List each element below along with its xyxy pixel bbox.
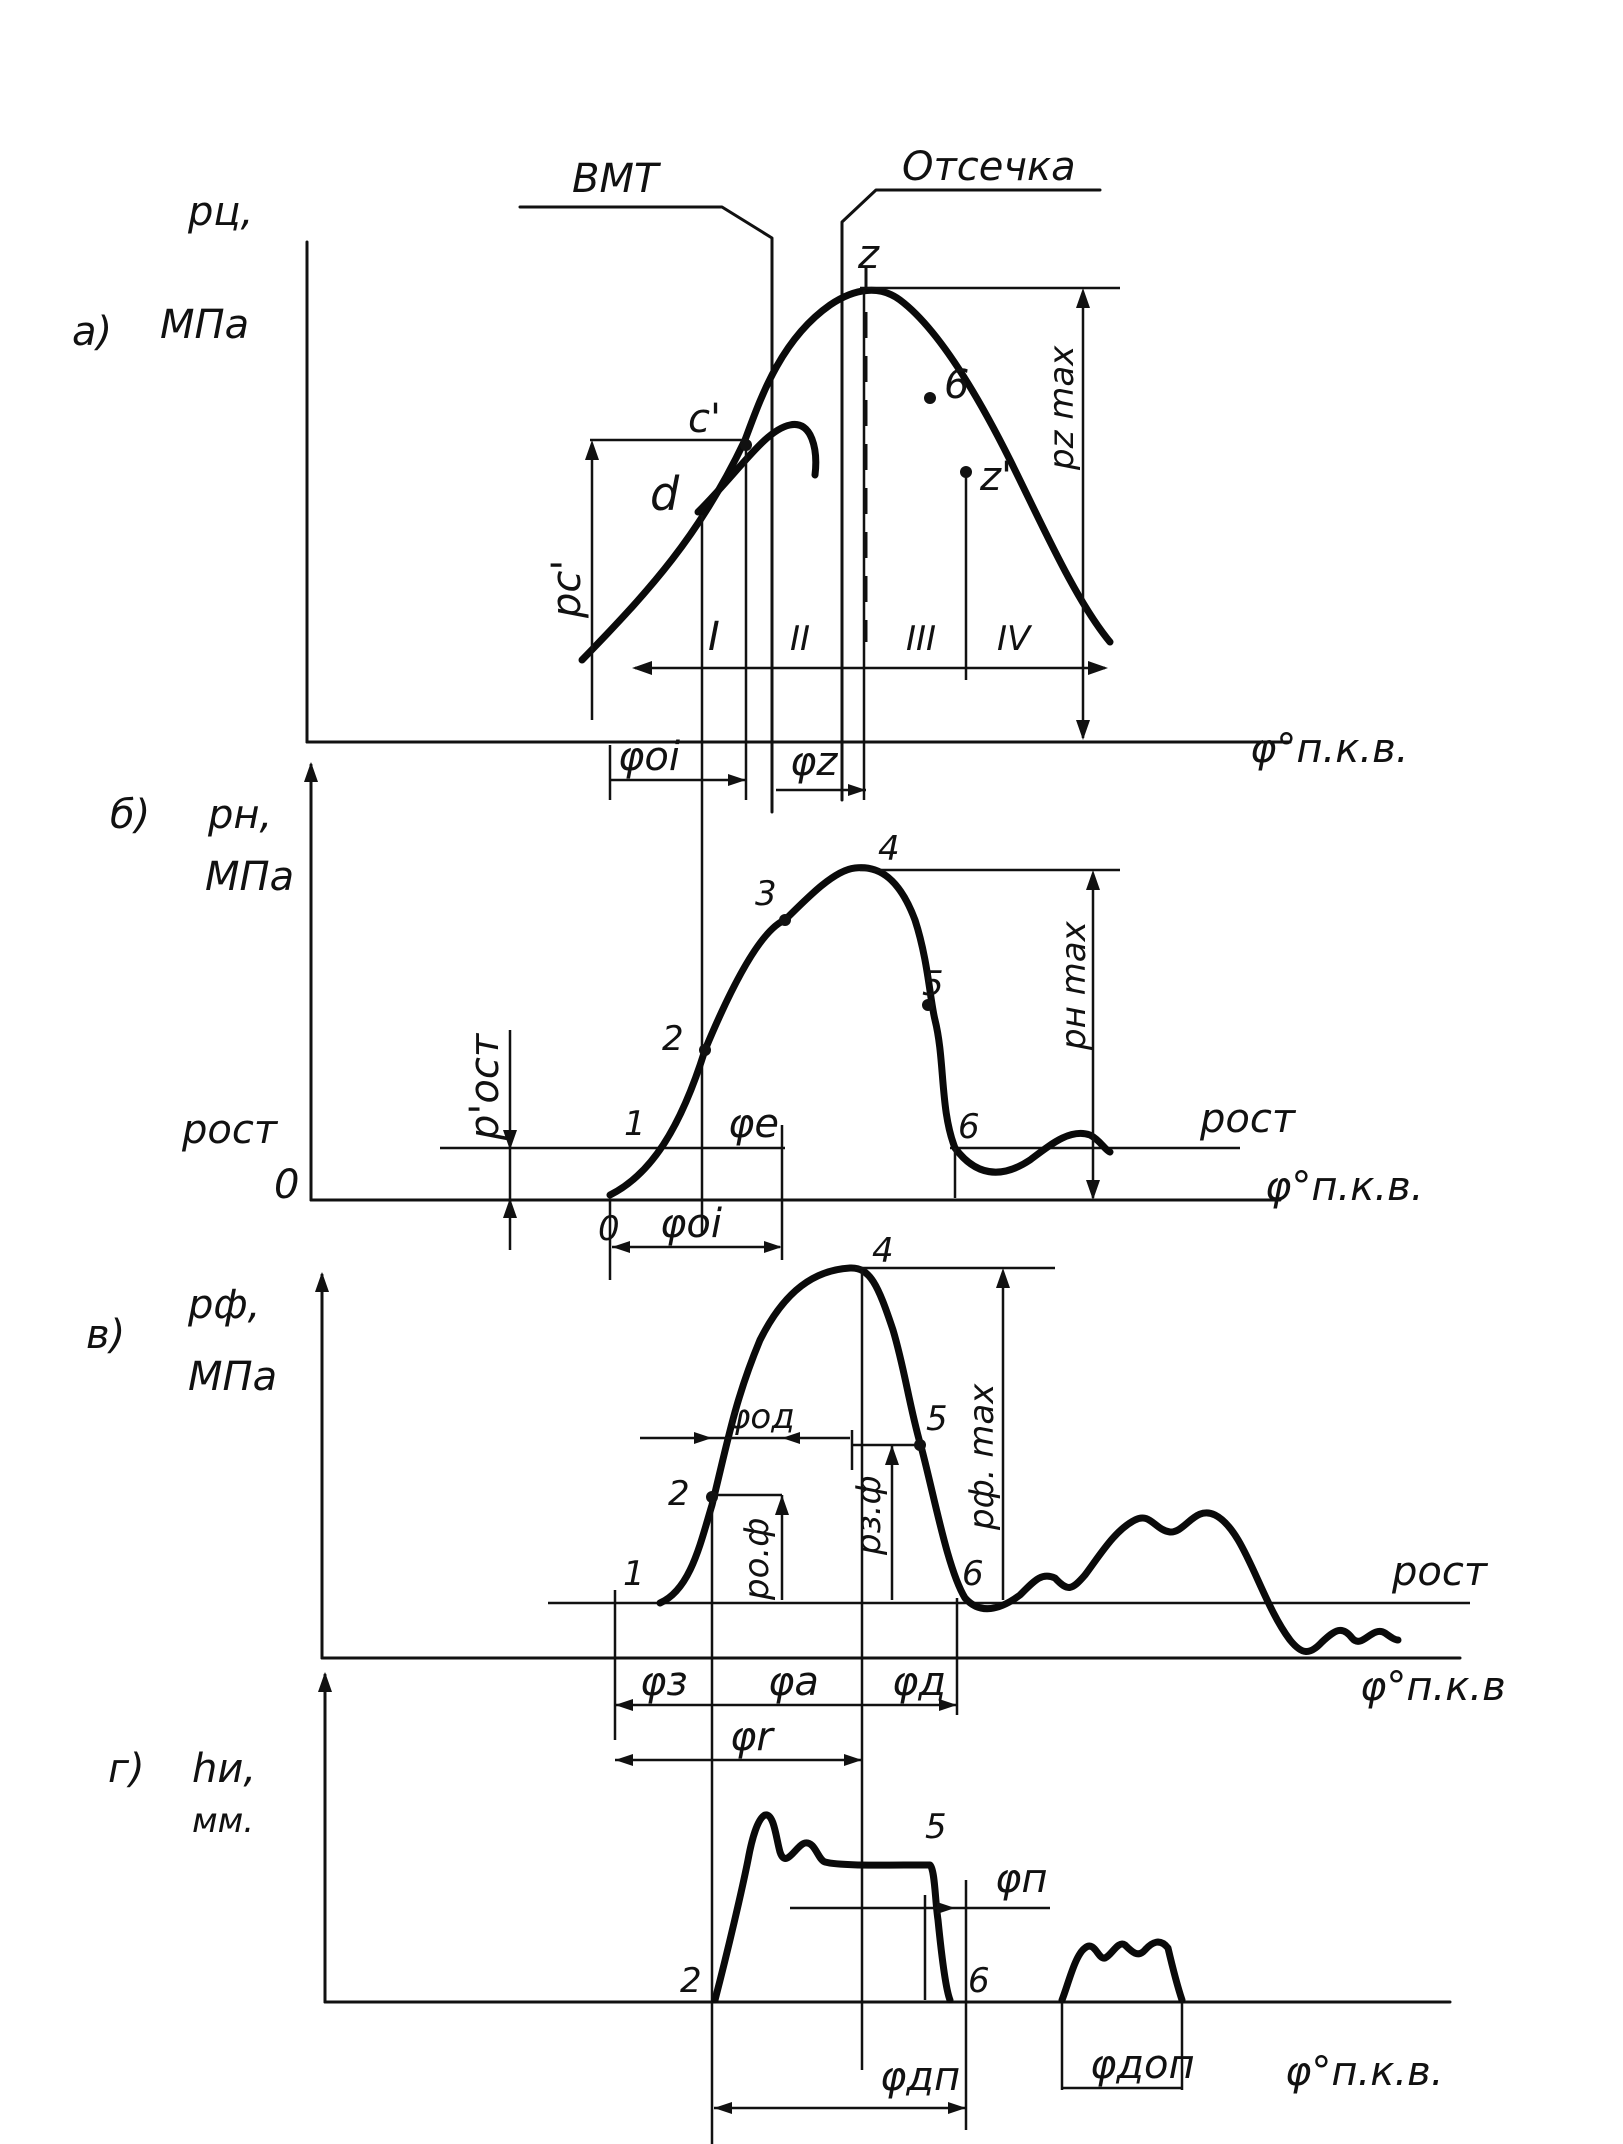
phi-r-label: φr [730, 1714, 773, 1760]
pz-max-label: pz max [1042, 345, 1082, 470]
phi-r-arrowhead-left [615, 1754, 633, 1766]
phi-od-arrowhead-left [694, 1432, 712, 1444]
point-5-v-marker [914, 1439, 926, 1451]
phi-dn-label: φдп [880, 2054, 961, 2100]
p-ost-v-label: pост [1392, 1549, 1488, 1595]
phi-oi-b-label: φoi [660, 1201, 722, 1247]
phi-z-v-label: φз [640, 1659, 688, 1705]
phi-oi-b-arrowhead-right [764, 1241, 782, 1253]
panel-g-ylabel-unit: мм. [192, 1801, 255, 1841]
point-z-prime-label: z' [980, 454, 1012, 500]
point-6-label: 6 [944, 362, 970, 408]
point-1-v-label: 1 [623, 1554, 645, 1594]
phi-dop-label: φдоп [1090, 2042, 1195, 2088]
phi-z-label: φz [790, 739, 838, 785]
nozzle-pressure-curve [610, 868, 1110, 1195]
phi-r-arrowhead-right [844, 1754, 862, 1766]
panel-b-label: б) [110, 792, 151, 838]
panel-v [86, 1231, 1506, 2144]
point-c-prime-marker [740, 439, 752, 451]
pc-arrowhead-top [585, 440, 599, 460]
point-5-b-label: 5 [922, 964, 944, 1004]
point-z-label: z [858, 232, 879, 278]
point-2-v-label: 2 [668, 1474, 690, 1514]
panel-b-ylabel: pн, [208, 792, 273, 838]
point-1-b-label: 1 [624, 1104, 646, 1144]
p-of-arrowhead [775, 1495, 789, 1515]
phi-n-arrowhead [937, 1902, 955, 1914]
pn-max-label: pн max [1054, 921, 1094, 1050]
point-6-g-label: 6 [968, 1961, 990, 2001]
phi-d-label: φд [892, 1659, 947, 1705]
point-6-v-label: 6 [962, 1554, 984, 1594]
phi-oi-a-arrowhead [728, 774, 746, 786]
panel-b-y-arrowhead [304, 762, 318, 782]
point-2-v-marker [706, 1491, 718, 1503]
phase-row-arrowhead-left [615, 1699, 633, 1711]
point-3-b-label: 3 [755, 874, 777, 914]
point-z-prime-marker [960, 466, 972, 478]
extra-injection-curve [1062, 1942, 1182, 2000]
point-2-b-marker [699, 1044, 711, 1056]
cutoff-marker-line [842, 190, 1100, 800]
panel-a-ylabel: pц, [188, 189, 254, 235]
point-d-label: d [650, 467, 680, 521]
phase-iv-label: IV [997, 619, 1031, 659]
panel-b-ylabel-unit: МПа [205, 854, 295, 900]
bmt-marker-line [520, 207, 772, 812]
pf-max-arrowhead-top [996, 1268, 1010, 1288]
p-zf-label: pз.ф [849, 1475, 889, 1555]
panel-g-label: г) [108, 1746, 145, 1792]
panel-b-origin: 0 [274, 1162, 300, 1208]
panel-v-label: в) [86, 1312, 126, 1358]
point-4-v-label: 4 [872, 1231, 894, 1271]
p-zf-arrowhead [885, 1445, 899, 1465]
panel-b [110, 762, 1423, 1280]
p-ost-prime-label: p'ост [462, 1033, 508, 1140]
cutoff-label: Отсечка [902, 144, 1076, 190]
bmt-label: ВМТ [572, 156, 659, 202]
point-2-g-label: 2 [680, 1961, 702, 2001]
phi-dn-arrowhead-left [714, 2102, 732, 2114]
phase-arrowhead-right [1088, 661, 1108, 675]
pz-max-arrowhead-top [1076, 288, 1090, 308]
phase-i-label: I [708, 614, 720, 660]
panel-g-y-arrowhead [318, 1672, 332, 1692]
phase-arrowhead-left [632, 661, 652, 675]
panel-a-label: а) [72, 309, 113, 355]
point-5-v-label: 5 [926, 1399, 948, 1439]
point-c-prime-label: c' [688, 396, 721, 442]
pz-max-arrowhead-bottom [1076, 720, 1090, 740]
p-ost-right-label: pост [1200, 1096, 1296, 1142]
p-ost-left-label: pост [182, 1107, 278, 1153]
panel-v-ylabel-unit: МПа [188, 1354, 278, 1400]
point-5-g-label: 5 [925, 1807, 947, 1847]
point-0-b-label: 0 [598, 1209, 620, 1249]
panel-g-xaxis-label: φ°п.к.в. [1285, 2049, 1444, 2095]
pn-max-arrowhead-bottom [1086, 1180, 1100, 1200]
phi-n-label: φп [995, 1856, 1048, 1902]
p-of-label: pо.ф [737, 1517, 777, 1600]
phi-a-label: φa [768, 1659, 819, 1705]
phase-iii-label: III [906, 619, 937, 659]
panel-g-ylabel: hи, [192, 1746, 257, 1792]
phase-ii-label: II [790, 619, 811, 659]
phi-od-label: φод [728, 1397, 795, 1437]
phi-e-label: φe [728, 1101, 779, 1147]
phi-oi-a-label: φоi [618, 734, 680, 780]
panel-b-xaxis-label: φ°п.к.в. [1265, 1164, 1424, 1210]
point-6-b-label: 6 [958, 1107, 980, 1147]
panel-g [108, 1672, 1450, 2130]
panel-a [72, 144, 1408, 1235]
pf-max-label: pф. max [962, 1383, 1002, 1530]
point-6-marker [924, 392, 936, 404]
phi-dn-arrowhead-right [948, 2102, 966, 2114]
panel-a-ylabel-unit: МПа [160, 302, 250, 348]
panel-v-y-arrowhead [315, 1272, 329, 1292]
point-3-b-marker [779, 914, 791, 926]
point-2-b-label: 2 [662, 1019, 684, 1059]
panel-v-xaxis-label: φ°п.к.в [1360, 1664, 1506, 1710]
pc-label: pc' [544, 559, 590, 618]
point-4-b-label: 4 [878, 829, 900, 869]
panel-a-xaxis-label: φ°п.к.в. [1250, 726, 1409, 772]
panel-v-ylabel: pф, [188, 1282, 261, 1328]
pn-max-arrowhead-top [1086, 870, 1100, 890]
